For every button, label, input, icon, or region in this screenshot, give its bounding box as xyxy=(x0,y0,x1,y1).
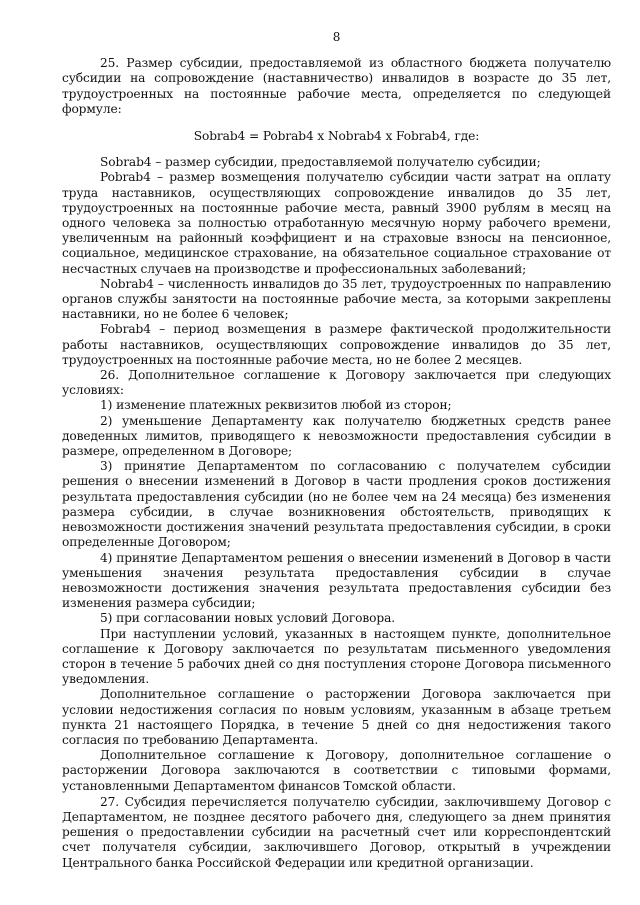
definition-pobrab4: Pobrab4 – размер возмещения получателю субсидии части затрат на оплату труда наставников, осуществляющих сопровождение инвалидов до 35 лет, трудоустроенных на постоянные рабочие места, равный 3900 рублям в месяц на одного человека за полностью отработанную месячную норму рабочего времени, увеличенным на районный коэффициент и на страховые взносы на пенсионное, социальное, медицинское страхование, на обязательное социальное страхование от несчастных случаев на производстве и профессиональных заболеваний; xyxy=(62,170,611,276)
definition-nobrab4: Nobrab4 – численность инвалидов до 35 лет, трудоустроенных по направлению органов службы занятости на постоянные рабочие места, за которыми закреплены наставники, но не более 6 человек; xyxy=(62,276,611,322)
paragraph-26-intro: 26. Дополнительное соглашение к Договору заключается при следующих условиях: xyxy=(62,368,611,398)
document-page xyxy=(62,30,611,871)
definition-sobrab4: Sobrab4 – размер субсидии, предоставляемой получателю субсидии; xyxy=(100,155,541,170)
paragraph-26-conditions: При наступлении условий, указанных в настоящем пункте, дополнительное соглашение к Договору заключается по результатам письменного уведомления сторон в течение 5 рабочих дней со дня поступления стороне Договора письменного уведомления. xyxy=(62,626,611,687)
paragraph-26-item-3: 3) принятие Департаментом по согласованию с получателем субсидии решения о внесении изменений в Договор в части продления сроков достижения результата предоставления субсидии (но не более чем на 24 месяца) без изменения размера субсидии, в случае возникновения обстоятельств, приводящих к невозможности достижения значений результата предоставления субсидии, в сроки определенные Договором; xyxy=(62,459,611,550)
definition-fobrab4: Fobrab4 – период возмещения в размере фактической продолжительности работы наставников, осуществляющих сопровождение инвалидов до 35 лет, трудоустроенных на постоянные рабочие места, но не более 2 месяцев. xyxy=(62,322,611,367)
paragraph-26-item-2: 2) уменьшение Департаменту как получателю бюджетных средств ранее доведенных лимитов, приводящего к невозможности предоставления субсидии в размере, определенном в Договоре; xyxy=(62,413,611,459)
paragraph-26-item-1: 1) изменение платежных реквизитов любой из сторон; xyxy=(100,398,452,413)
paragraph-25-intro: 25. Размер субсидии, предоставляемой из областного бюджета получателю субсидии на сопровождение (наставничество) инвалидов в возрасте до 35 лет, трудоустроенных на постоянные рабочие места, определяется по следующей формуле: xyxy=(62,56,611,116)
paragraph-26-termination: Дополнительное соглашение о расторжении Договора заключается при условии недостижения согласия по новым условиям, указанным в абзаце третьем пункта 21 настоящего Порядка, в течение 5 дней со дня недостижения такого согласия по требованию Департамента. xyxy=(62,687,611,747)
paragraph-27: 27. Субсидия перечисляется получателю субсидии, заключившему Договор с Департаментом, не позднее десятого рабочего дня, следующего за днем принятия решения о предоставлении субсидии на расчетный счет или корреспондентский счет получателя субсидии, заключившего Договор, открытый в учреждении Центрального банка Российской Федерации или кредитной организации. xyxy=(62,794,611,870)
paragraph-26-forms: Дополнительное соглашение к Договору, дополнительное соглашение о расторжении Договора заключаются в соответствии с типовыми формами, установленными Департаментом финансов Томской области. xyxy=(62,748,611,793)
subsidy-formula: Sobrab4 = Pobrab4 x Nobrab4 x Fobrab4, где: xyxy=(193,129,480,144)
page-number: 8 xyxy=(332,30,341,44)
paragraph-26-item-4: 4) принятие Департаментом решения о внесении изменений в Договор в части уменьшения значения результата предоставления субсидии в случае невозможности достижения значения результата предоставления субсидии без изменения размера субсидии; xyxy=(62,550,611,611)
paragraph-26-item-5: 5) при согласовании новых условий Договора. xyxy=(100,611,396,626)
